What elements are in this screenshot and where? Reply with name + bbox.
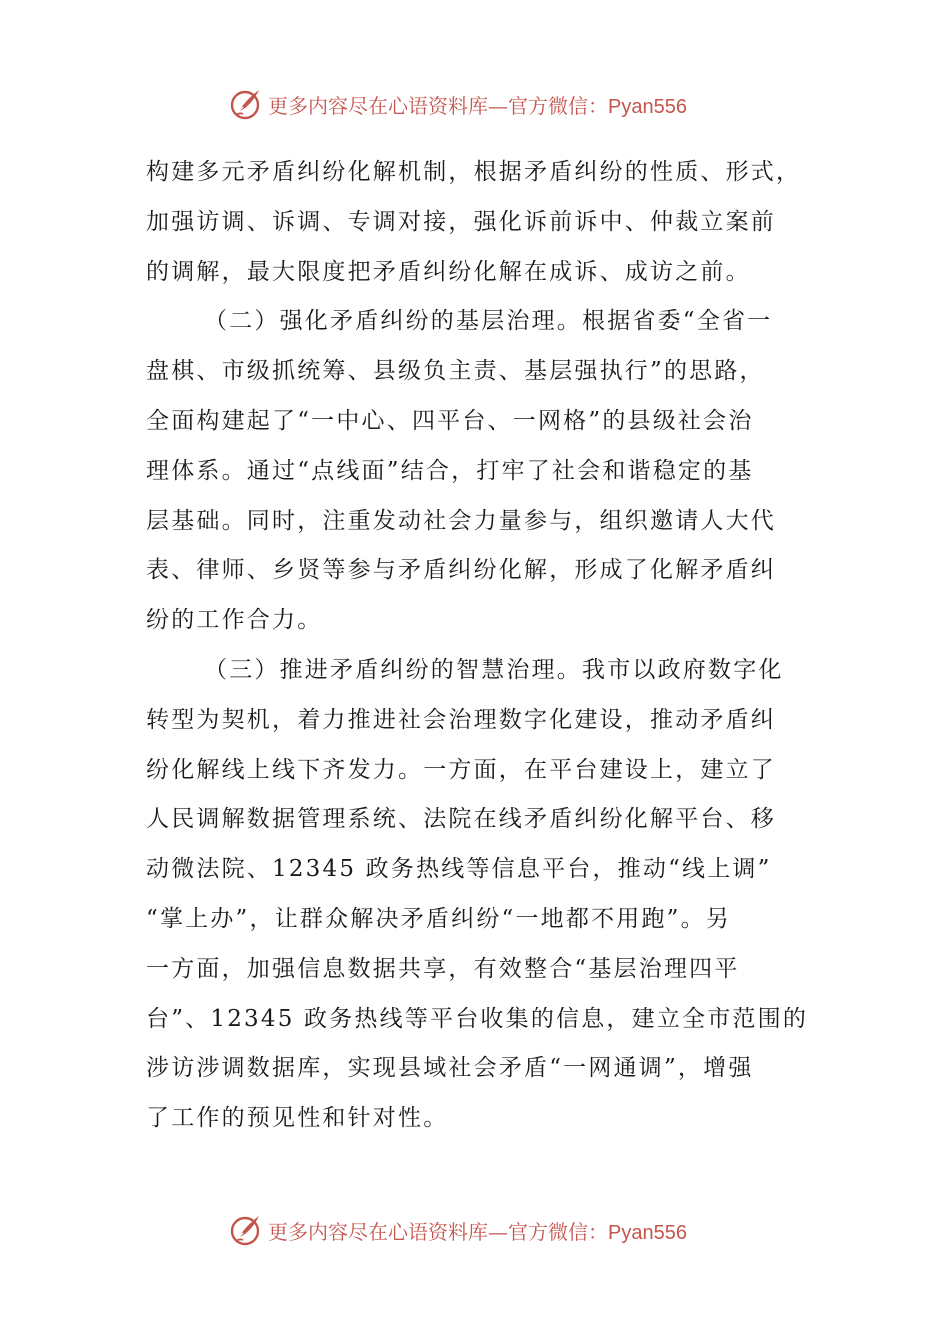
footer-banner — [228, 1210, 748, 1250]
footer-banner-text — [268, 1216, 687, 1245]
header-wechat-id: Pyan556 — [608, 95, 687, 118]
paragraph-heading-2: （二）强化矛盾纠纷的基层治理。根据省委“全省一 — [204, 308, 773, 335]
text-line: 了工作的预见性和针对性。 — [146, 1105, 449, 1132]
footer-wechat-id: Pyan556 — [608, 1221, 687, 1244]
paragraph-heading-3: （三）推进矛盾纠纷的智慧治理。我市以政府数字化 — [204, 656, 784, 683]
footer-banner-label: 更多内容尽在心语资料库—官方微信： — [268, 1219, 608, 1244]
text-line: 盘棋、市级抓统筹、县级负主责、基层强执行”的思路， — [146, 358, 765, 385]
text-line: 表、律师、乡贤等参与矛盾纠纷化解，形成了化解矛盾纠 — [146, 557, 776, 584]
header-banner-label: 更多内容尽在心语资料库—官方微信： — [268, 93, 608, 118]
text-line: 台”、12345 政务热线等平台收集的信息，建立全市范围的 — [146, 1005, 809, 1032]
text-line: 纷化解线上线下齐发力。一方面，在平台建设上，建立了 — [146, 756, 776, 783]
text-line: 动微法院、12345 政务热线等信息平台，推动“线上调” — [146, 856, 772, 883]
text-line: “掌上办”，让群众解决矛盾纠纷“一地都不用跑”。另 — [146, 905, 732, 932]
text-line: 理体系。通过“点线面”结合，打牢了社会和谐稳定的基 — [146, 457, 754, 484]
text-line: 全面构建起了“一中心、四平台、一网格”的县级社会治 — [146, 407, 754, 434]
quill-pen-circle-icon — [228, 1212, 264, 1248]
text-line: 纷的工作合力。 — [146, 607, 323, 634]
text-line: 加强访调、诉调、专调对接，强化诉前诉中、仲裁立案前 — [146, 208, 776, 235]
header-banner — [228, 84, 748, 124]
text-line: 转型为契机，着力推进社会治理数字化建设，推动矛盾纠 — [146, 706, 776, 733]
text-line: 构建多元矛盾纠纷化解机制，根据矛盾纠纷的性质、形式， — [146, 159, 802, 185]
header-banner-text — [268, 90, 687, 119]
text-line: 一方面，加强信息数据共享，有效整合“基层治理四平 — [146, 955, 740, 982]
text-line: 的调解，最大限度把矛盾纠纷化解在成诉、成访之前。 — [146, 258, 751, 285]
text-line: 人民调解数据管理系统、法院在线矛盾纠纷化解平台、移 — [146, 806, 776, 833]
body-text — [146, 148, 809, 1144]
quill-pen-circle-icon — [228, 86, 264, 122]
text-line: 层基础。同时，注重发动社会力量参与，组织邀请人大代 — [146, 507, 776, 534]
text-line: 涉访涉调数据库，实现县域社会矛盾“一网通调”，增强 — [146, 1055, 754, 1082]
